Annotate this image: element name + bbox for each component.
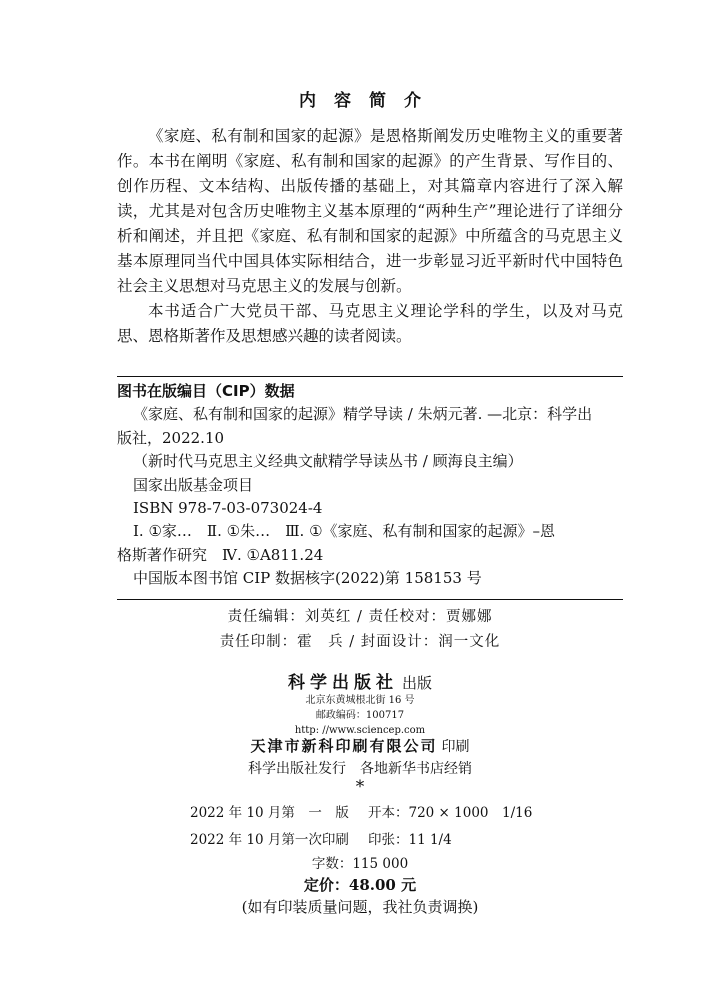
cip-bottom-divider (117, 599, 623, 600)
cip-line-publisher: 版社，2022.10 (117, 428, 225, 447)
format-text: 开本：720 × 1000 1/16 (368, 805, 533, 821)
publisher-name: 科学出版社 (287, 673, 398, 693)
cip-block (117, 380, 623, 591)
printer-name: 天津市新科印刷有限公司 (250, 737, 438, 755)
production-credits: 责任印制：霍 兵 / 封面设计：润一文化 (219, 634, 501, 650)
distribution-line: 科学出版社发行 各地新华书店经销 (248, 761, 472, 777)
editor-credits: 责任编辑：刘英红 / 责任校对：贾娜娜 (227, 609, 493, 625)
cip-top-divider (117, 376, 623, 377)
printer-line (0, 735, 720, 756)
cip-line-isbn: ISBN 978-7-03-073024-4 (133, 499, 323, 518)
word-count: 字数：115 000 (311, 856, 409, 872)
publisher-address: 北京东黄城根北街 16 号 (305, 695, 415, 706)
cip-line-record-number: 中国版本图书馆 CIP 数据核字(2022)第 158153 号 (133, 569, 482, 588)
summary-paragraph-2: 本书适合广大党员干部、马克思主义理论学科的学生，以及对马克思、恩格斯著作及思想感兴趣的读者阅读。 (117, 302, 623, 345)
price: 定价：48.00 元 (303, 876, 417, 894)
publisher-suffix: 出版 (401, 674, 432, 692)
cip-line-fund: 国家出版基金项目 (133, 475, 254, 494)
cip-line-title: 《家庭、私有制和国家的起源》精学导读 / 朱炳元著. —北京：科学出 (133, 405, 593, 424)
page-title: 内容简介 (299, 91, 439, 111)
summary-section (117, 124, 623, 349)
printing-text: 2022 年 10 月第一次印刷 (190, 832, 349, 848)
publisher-block (0, 668, 720, 738)
printer-suffix: 印刷 (441, 739, 470, 755)
edition-text: 2022 年 10 月第 一 版 (190, 805, 349, 821)
cip-line-classification: Ⅰ. ①家… Ⅱ. ①朱… Ⅲ. ①《家庭、私有制和国家的起源》–恩 (133, 522, 556, 541)
publisher-postcode: 邮政编码：100717 (315, 710, 405, 721)
quality-note: (如有印装质量问题，我社负责调换) (241, 898, 479, 916)
separator-star: * (355, 777, 365, 797)
sheets-text: 印张：11 1/4 (368, 832, 452, 848)
cip-line-series: （新时代马克思主义经典文献精学导读丛书 / 顾海良主编） (133, 452, 523, 471)
credits-block (0, 605, 720, 655)
publisher-url: http: //www.sciencep.com (294, 725, 426, 736)
cip-heading: 图书在版编目（CIP）数据 (117, 382, 295, 400)
cip-line-classification-cont: 格斯著作研究 Ⅳ. ①A811.24 (117, 545, 324, 564)
summary-paragraph-1: 《家庭、私有制和国家的起源》是恩格斯阐发历史唯物主义的重要著作。本书在阐明《家庭、私有制和国家的起源》的产生背景、写作目的、创作历程、文本结构、出版传播的基础上，对其篇章内容进行了深入解读，尤其是对包含历史唯物主义基本原理的“两种生产”理论进行了详细分析和阐述，并且把《家庭、私有制和国家的起源》中所蕴含的马克思主义基本原理同当代中国具体实际相结合，进一步彰显习近平新时代中国特色社会主义思想对马克思主义的发展与创新。 (117, 127, 623, 295)
